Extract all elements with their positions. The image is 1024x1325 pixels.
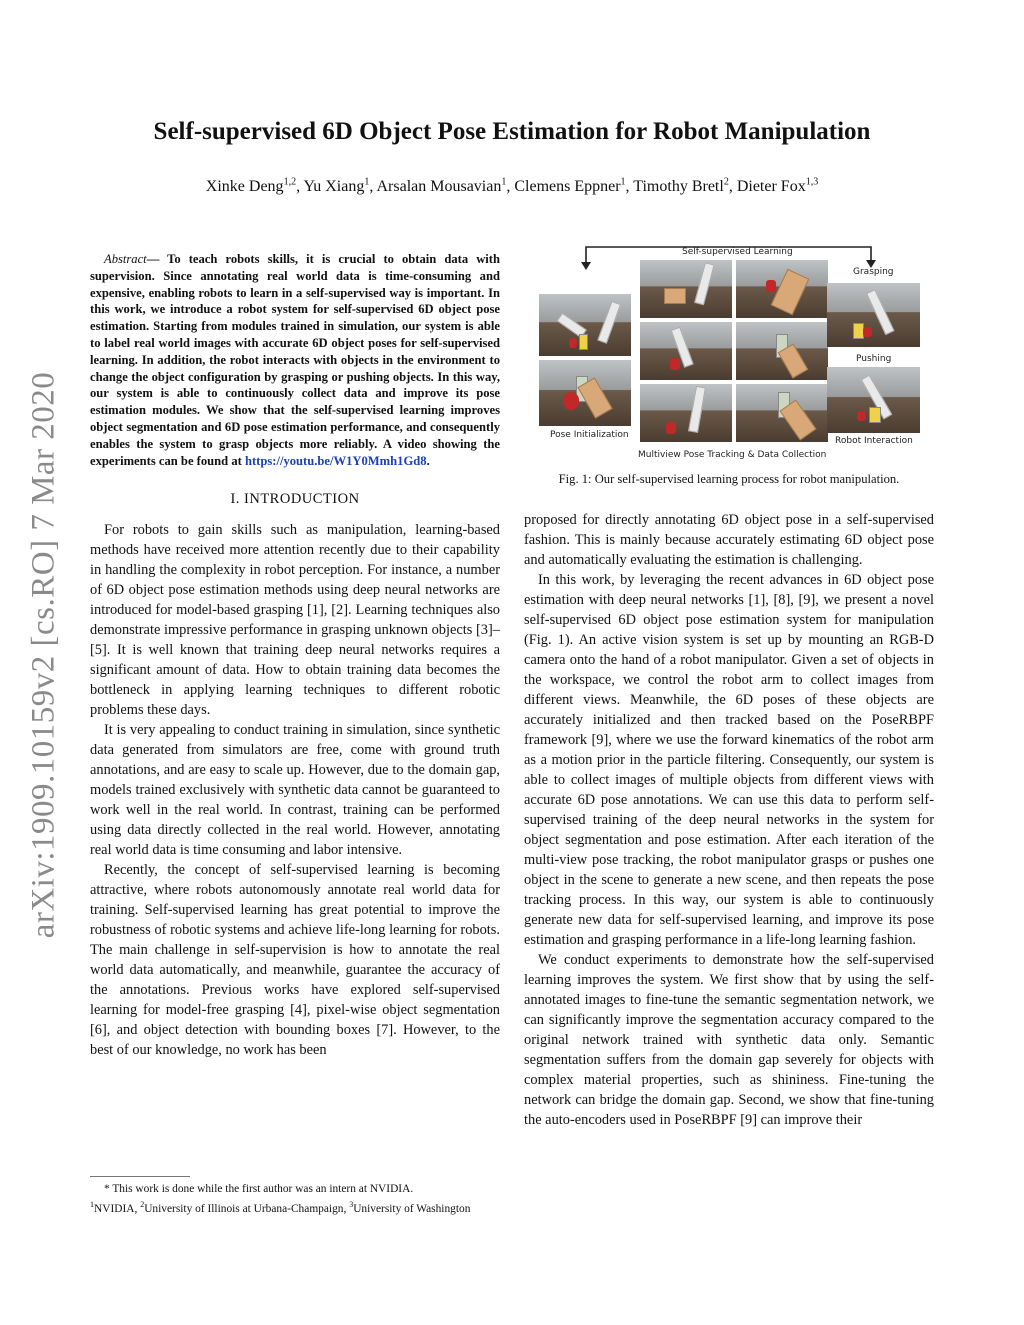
label-robot-interaction: Robot Interaction — [835, 436, 913, 446]
abstract-label: Abstract — [104, 252, 147, 266]
photo-multiview-2 — [736, 260, 828, 318]
right-body — [524, 510, 934, 1130]
photo-multiview-5 — [640, 384, 732, 442]
photo-multiview-6 — [736, 384, 828, 442]
figure-1 — [524, 240, 934, 486]
photo-multiview-1 — [640, 260, 732, 318]
author: Yu Xiang$^1$, — [303, 177, 377, 196]
paragraph: proposed for directly annotating 6D object pose in a self-supervised fashion. This is mainly because accurately estimating 6D object pose and automatically evaluating the estimation is challenging. — [524, 512, 934, 568]
footnote-affiliations: $^1$NVIDIA, $^2$University of Illinois at Urbana-Champaign, $^3$University of Washington — [90, 1200, 471, 1215]
author-list — [60, 177, 964, 196]
photo-multiview-4 — [736, 322, 828, 380]
figure-caption: Fig. 1: Our self-supervised learning process for robot manipulation. — [558, 472, 900, 486]
paragraph: In this work, by leveraging the recent advances in 6D object pose estimation with deep neural networks [1], [8], [9], we present a novel self-supervised 6D object pose estimation system for manipulation (Fig. 1). An active vision system is set up by mounting an RGB-D camera onto the hand of a robot manipulator. Given a set of objects in the workspace, we control the robot arm to collect images from different views. Meanwhile, the 6D poses of these objects are accurately initialized and then tracked based on the PoseRBPF framework [9], where we use the forward kinematics of the robot arm as a motion prior in the particle filtering. Consequently, our system is able to collect images of multiple objects from different views with accurate 6D pose annotations. We can use this data to perform self-supervised training of the deep neural networks in the system for object segmentation and pose estimation. After each iteration of the multi-view pose tracking, the robot manipulator grasps or pushes one object in the scene to generate a new scene, and then repeats the pose tracking process. In this way, our system is able to continuously generate new data for self-supervised learning, and improve its pose estimation and grasping performance in a life-long learning fashion. — [524, 572, 934, 948]
photo-pose-init-scene — [539, 360, 631, 426]
right-column — [524, 510, 934, 1130]
paragraph: For robots to gain skills such as manipulation, learning-based methods have received more attention recently due to their capability in handling the complexity in robot perception. For instance, a number of 6D object pose estimation methods using deep neural networks are introduced for model-based grasping [1], [2]. Learning techniques also demonstrate impressive performance in grasping unknown objects [3]–[5]. It is well known that training deep neural networks requires a significant amount of data. How to obtain training data becomes the bottleneck in applying learning techniques to different robotic problems these days. — [90, 522, 500, 719]
left-column — [90, 251, 500, 1060]
label-pose-initialization: Pose Initialization — [550, 430, 629, 440]
arxiv-side-stamp — [22, 350, 66, 960]
photo-pose-init-robot — [539, 294, 631, 356]
author: Arsalan Mousavian$^1$, — [376, 177, 515, 196]
label-multiview-tracking: Multiview Pose Tracking & Data Collection — [638, 450, 827, 460]
author: Dieter Fox$^{1,3}$ — [736, 177, 819, 196]
abstract: Abstract— To teach robots skills, it is crucial to obtain data with supervision. Since annotating real world data is time-consuming and expensive, enabling robots to learn in a self-supervised way is important. In this work, we introduce a robot system for self-supervised 6D object pose estimation. Starting from modules trained in simulation, our system is able to label real world images with accurate 6D object poses for self-supervised learning. In addition, the robot interacts with objects in the environment to change the object configuration by grasping or pushing objects. In this way, our system is able to continuously collect data and improve its pose estimation modules. We show that the self-supervised learning improves object segmentation and 6D pose estimation performance, and consequently enables the system to grasp objects more reliably. A video showing the experiments can be found at https://youtu.be/W1Y0Mmh1Gd8. — [90, 252, 501, 468]
footnote — [90, 1182, 500, 1217]
arxiv-id: arXiv:1909.10159v2 [cs.RO] 7 Mar 2020 — [25, 371, 62, 939]
video-link[interactable]: https://youtu.be/W1Y0Mmh1Gd8 — [244, 453, 427, 468]
label-pushing: Pushing — [856, 354, 892, 364]
author: Clemens Eppner$^1$, — [514, 177, 634, 196]
footnote-rule — [90, 1176, 190, 1177]
paragraph: It is very appealing to conduct training in simulation, since synthetic data generated from simulators are free, come with ground truth annotations, and are easy to scale up. However, due to the domain gap, models trained exclusively with synthetic data cannot be guaranteed to work well in the real world. In contrast, training can be performed using data directly collected in the real world. However, annotating real world data is time consuming and labor intensive. — [90, 722, 500, 859]
section-heading-introduction: I. INTRODUCTION — [230, 491, 360, 508]
author: Xinke Deng$^{1,2}$, — [205, 177, 304, 196]
abstract-text: To teach robots skills, it is crucial to obtain data with supervision. Since annotating real world data is time-consuming and expensive, enabling robots to learn in a self-supervised way is important. In this work, we introduce a robot system for self-supervised 6D object pose estimation. Starting from modules trained in simulation, our system is able to label real world images with accurate 6D object poses for self-supervised learning. In addition, the robot interacts with objects in the environment to change the object configuration by grasping or pushing objects. In this way, our system is able to continuously collect data and improve its pose estimation modules. We show that the self-supervised learning improves object segmentation and 6D pose estimation performance, and consequently enables the system to grasp objects more reliably. A video showing the experiments can be found at — [90, 252, 501, 468]
paragraph: We conduct experiments to demonstrate how the self-supervised learning improves the system. We first show that by using the self-annotated images to fine-tune the semantic segmentation network, we can significantly improve the segmentation accuracy compared to the original network trained with synthetic data only. Semantic segmentation suffers from the domain gap severely for objects with complex material properties, such as shininess. Fine-tuning the network can bridge the domain gap. Second, we show that fine-tuning the auto-encoders used in PoseRBPF [9] can improve their — [524, 952, 934, 1128]
paper-title: Self-supervised 6D Object Pose Estimation for Robot Manipulation — [153, 118, 871, 145]
label-self-supervised-learning: Self-supervised Learning — [682, 247, 793, 257]
photo-multiview-3 — [640, 322, 732, 380]
photo-grasping — [827, 283, 920, 347]
author: Timothy Bretl$^2$, — [633, 177, 737, 196]
intro-body — [90, 520, 500, 1060]
paragraph: Recently, the concept of self-supervised learning is becoming attractive, where robots autonomously annotate real world data for training. Self-supervised learning has great potential to improve the robustness of robotic systems and achieve life-long learning for robots. The main challenge in self-supervision is how to annotate the real world data automatically, and meanwhile, guarantee the accuracy of the annotations. Previous works have explored self-supervised learning for model-free grasping [4], pixel-wise object segmentation [6], and object detection with bounding boxes [7]. However, to the best of our knowledge, no work has been — [90, 862, 500, 1059]
photo-pushing — [827, 367, 920, 433]
footnote-note: * This work is done while the first author was an intern at NVIDIA. — [104, 1183, 414, 1195]
label-grasping: Grasping — [853, 267, 894, 277]
